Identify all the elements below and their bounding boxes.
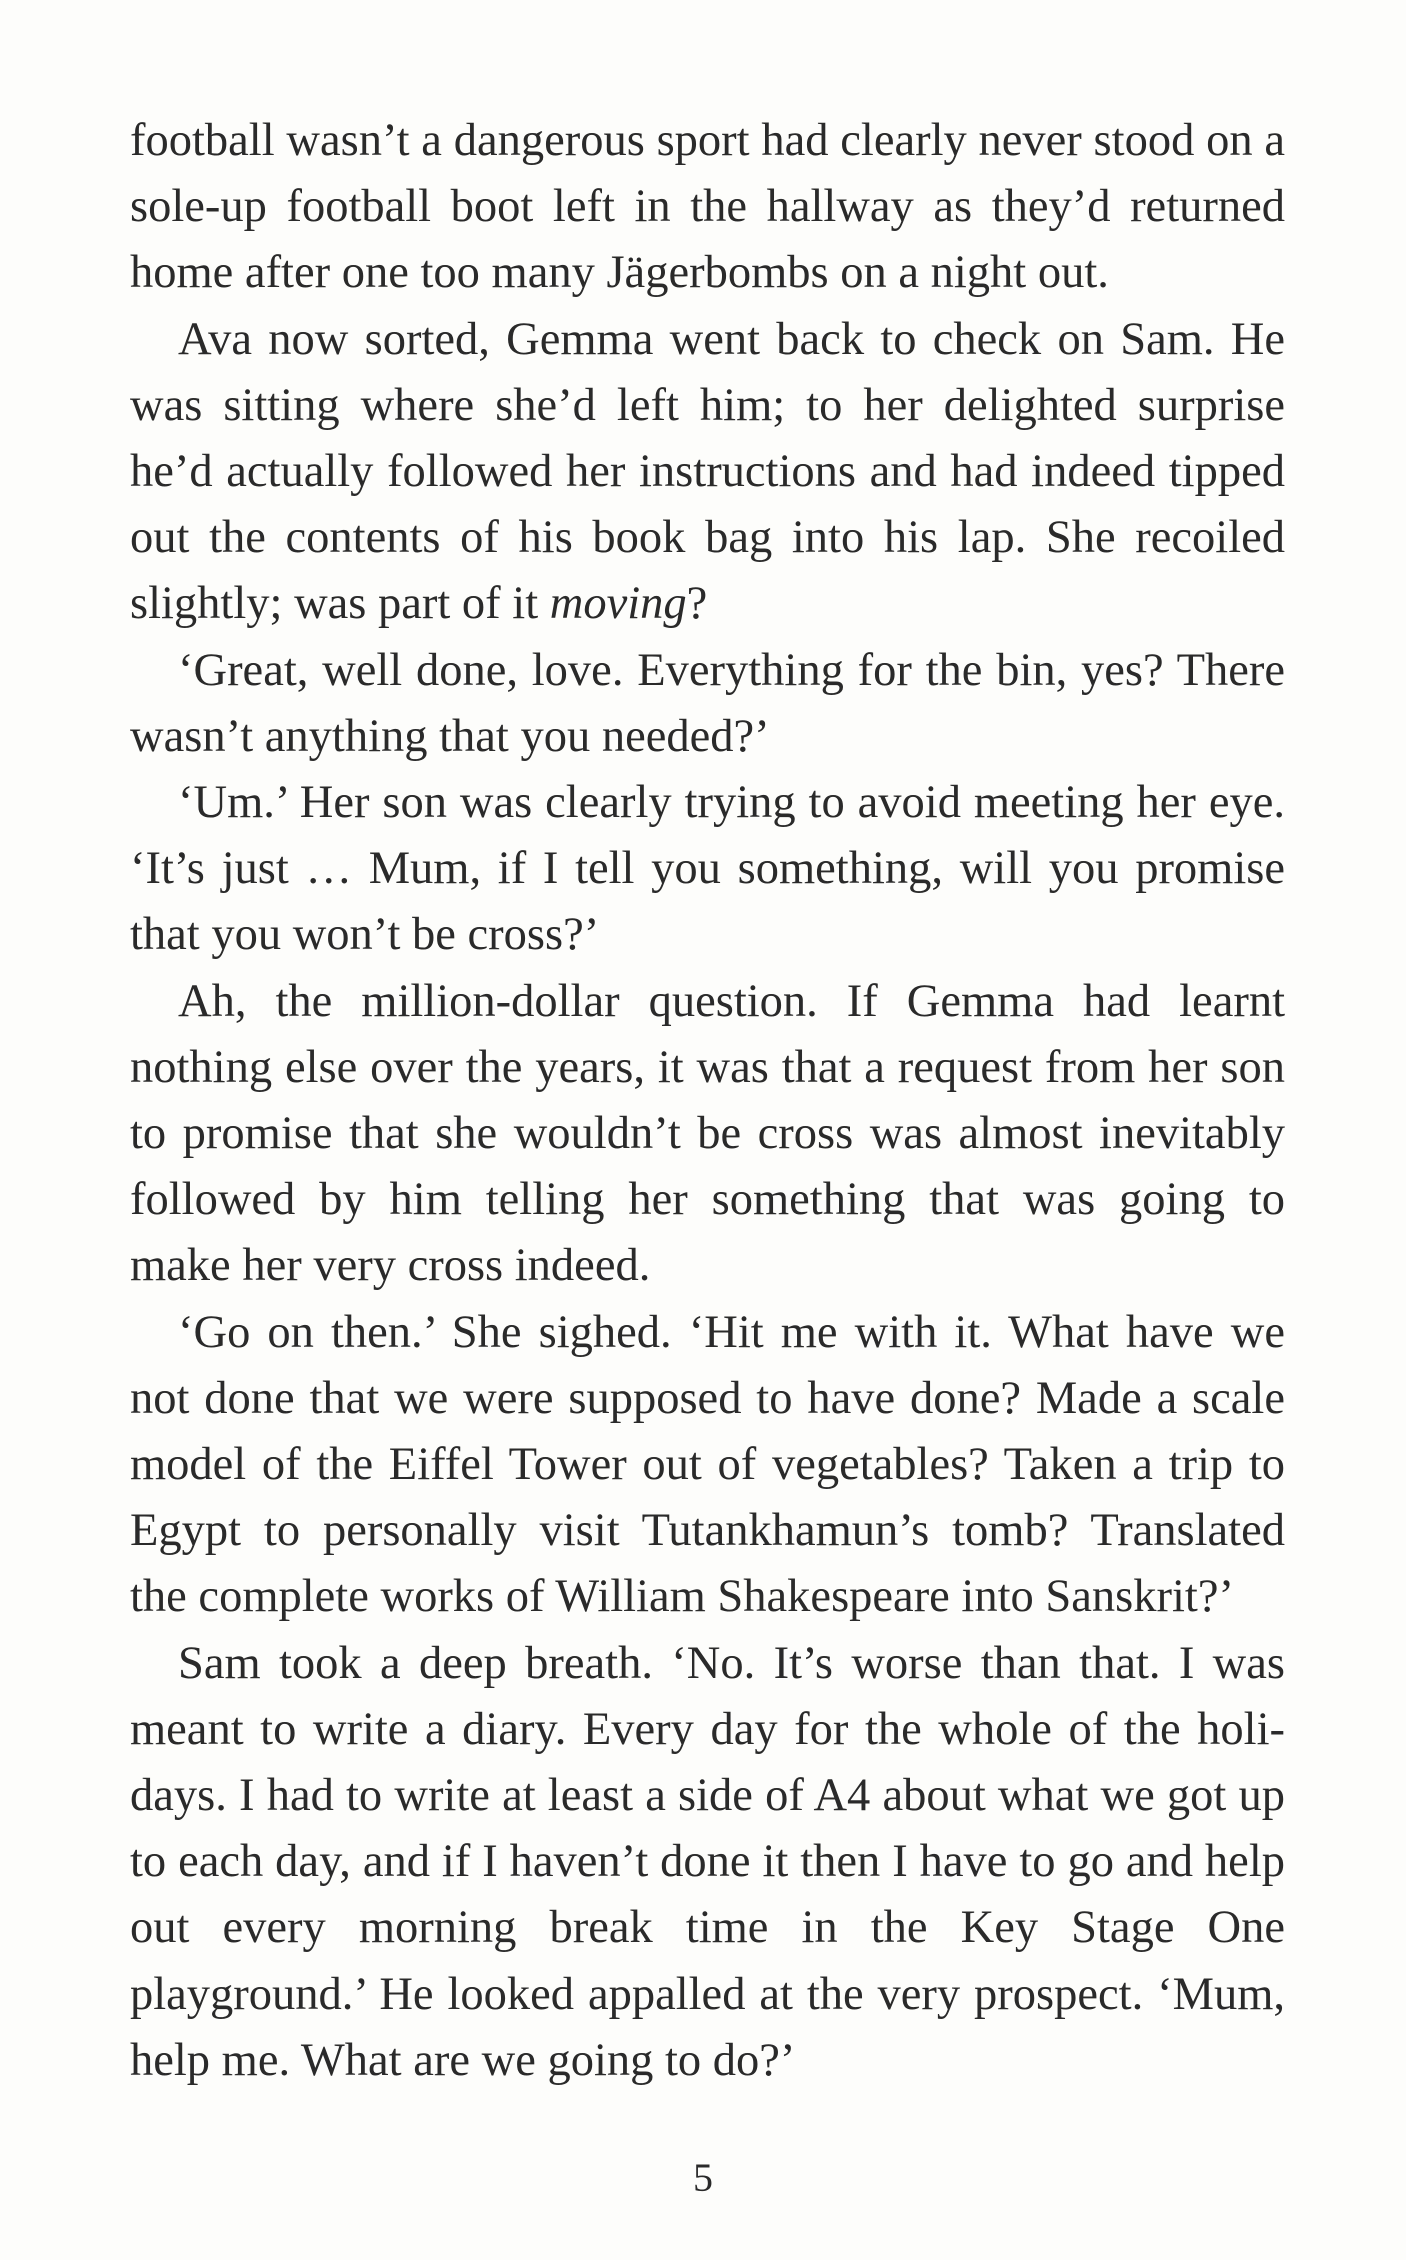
page-body [130,108,1285,2094]
paragraph-4 [130,770,1285,969]
paragraph-text: ? [686,578,708,630]
paragraph-text: ‘Great, well done, love. Everything for the bin, yes? There wasn’t anything that you needed?’ [130,644,1285,762]
paragraph-text: Ava now sorted, Gemma went back to check on Sam. He was sitting where she’d left him; to her delighted surprise he’d actually followed her instructions and had indeed tipped out the contents of his book bag into his lap. She recoiled slightly; was part of it [130,313,1285,630]
paragraph-text: football wasn’t a dangerous sport had clearly never stood on a sole-up football boot left in the hallway as they’d returned home after one too many Jägerbombs on a night out. [130,115,1285,299]
italic-emphasis: moving [549,578,687,630]
paragraph-text: Sam took a deep breath. ‘No. It’s worse than that. I was meant to write a diary. Every day for the whole of the holidays. I had to write at least a side of A4 about what we got up to each day, and if I haven’t done it then I have to go and help out every morning break time in the Key Stage One playground.’ He looked appalled at the very prospect. ‘Mum, help me. What are we going to do?’ [130,1637,1285,2086]
paragraph-text: ‘Go on then.’ She sighed. ‘Hit me with it. What have we not done that we were supposed to have done? Made a scale model of the Eiffel Tower out of vegetables? Taken a trip to Egypt to personally visit Tutankhamun’s tomb? Translated the complete works of William Shakespeare into Sanskrit?’ [130,1306,1285,1623]
paragraph-6 [130,1300,1285,1631]
paragraph-7 [130,1631,1285,2094]
paragraph-3 [130,638,1285,770]
paragraph-5 [130,969,1285,1300]
paragraph-2 [130,307,1285,638]
page-number: 5 [693,2155,713,2200]
paragraph-text: Ah, the million-dollar question. If Gemma had learnt nothing else over the years, it was that a request from her son to promise that she wouldn’t be cross was almost inevitably followed by him telling her something that was going to make her very cross indeed. [130,975,1285,1292]
paragraph-1 [130,108,1285,307]
paragraph-text: ‘Um.’ Her son was clearly trying to avoid meeting her eye. ‘It’s just … Mum, if I tell you something, will you promise that you won’t be cross?’ [130,777,1285,961]
